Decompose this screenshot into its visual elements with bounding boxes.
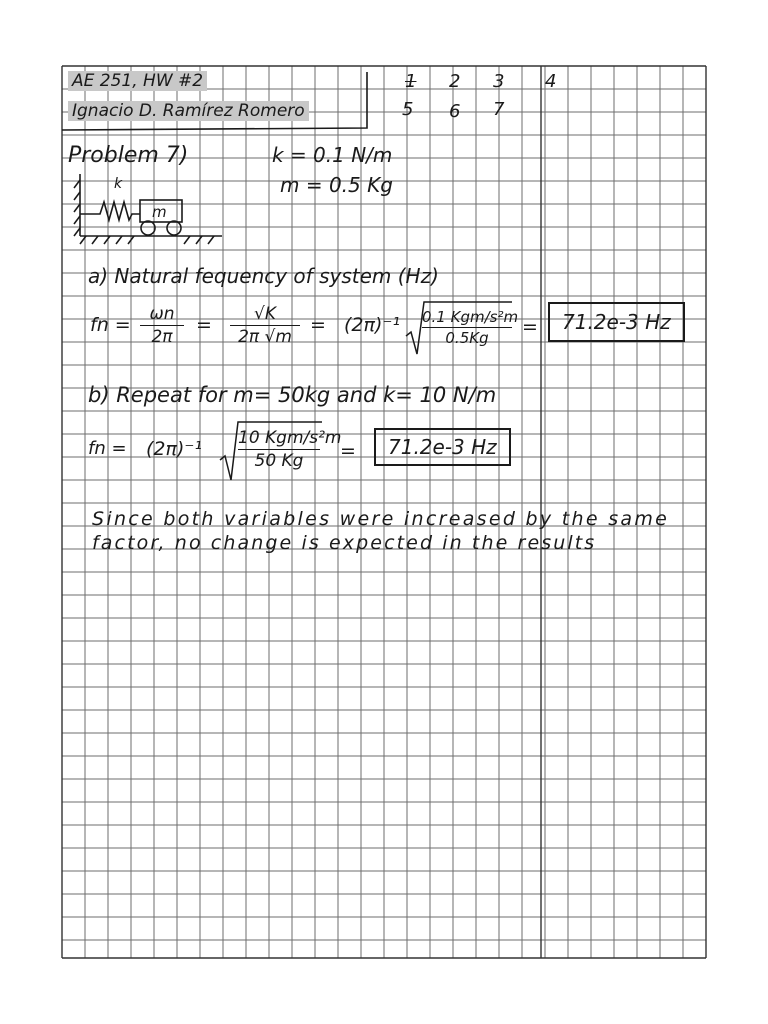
part-a-inner-fraction bbox=[422, 308, 519, 347]
checklist-item-2: 2 bbox=[449, 71, 461, 92]
part-a-result: 71.2e-3 Hz bbox=[548, 302, 685, 342]
given-k: k = 0.1 N/m bbox=[272, 143, 393, 167]
part-a-lhs: fn = bbox=[90, 314, 131, 336]
checklist-item-1: 1 bbox=[405, 71, 417, 92]
checklist-item-6: 6 bbox=[449, 101, 461, 122]
checklist-item-3: 3 bbox=[493, 71, 505, 92]
given-m: m = 0.5 Kg bbox=[280, 173, 393, 197]
part-a-frac1-den: 2π bbox=[151, 327, 173, 347]
author-name: Ignacio D. Ramírez Romero bbox=[68, 101, 309, 121]
part-b-heading: b) Repeat for m= 50kg and k= 10 N/m bbox=[88, 383, 497, 407]
problem-title: Problem 7) bbox=[68, 143, 189, 168]
part-a-inner-den: 0.5Kg bbox=[445, 329, 489, 347]
diagram-spring-label: k bbox=[114, 176, 123, 192]
part-a-equals-3: = bbox=[522, 316, 538, 338]
course-header: AE 251, HW #2 bbox=[68, 71, 207, 91]
part-a-fraction-1 bbox=[140, 304, 184, 347]
part-a-coefficient: (2π)⁻¹ bbox=[344, 314, 400, 336]
part-b-inner-den: 50 Kg bbox=[254, 451, 304, 471]
part-b-coefficient: (2π)⁻¹ bbox=[146, 438, 202, 460]
part-b-inner-num: 10 Kgm/s²m bbox=[238, 428, 342, 448]
part-a-equals-1: = bbox=[196, 314, 212, 336]
checklist-item-5: 5 bbox=[402, 99, 414, 120]
part-a-heading: a) Natural fequency of system (Hz) bbox=[88, 264, 439, 288]
part-a-inner-num: 0.1 Kgm/s²m bbox=[422, 308, 519, 326]
diagram-mass-label: m bbox=[152, 203, 167, 221]
part-b-inner-fraction bbox=[238, 428, 342, 471]
checklist-item-7: 7 bbox=[493, 99, 505, 120]
part-a-frac1-num: ωn bbox=[149, 304, 175, 324]
part-a-equals-2: = bbox=[310, 314, 326, 336]
conclusion-line-1: Since both variables were increased by the same bbox=[92, 508, 670, 530]
part-b-result: 71.2e-3 Hz bbox=[374, 428, 511, 466]
part-b-equals: = bbox=[340, 440, 356, 462]
checklist-item-4: 4 bbox=[545, 71, 557, 92]
part-a-frac2-den: 2π √m bbox=[238, 327, 292, 347]
part-a-fraction-2 bbox=[230, 304, 300, 347]
part-b-lhs: fn = bbox=[88, 438, 127, 459]
conclusion-line-2: factor, no change is expected in the results bbox=[92, 532, 597, 554]
part-a-frac2-num: √K bbox=[254, 304, 276, 324]
